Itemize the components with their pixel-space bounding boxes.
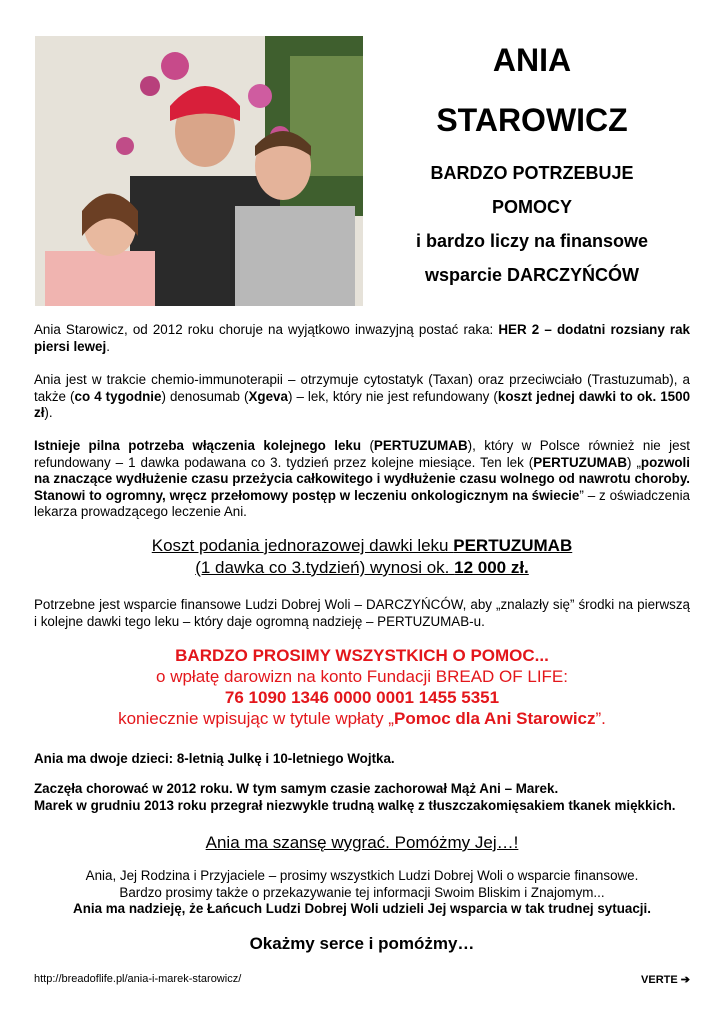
bank-account-number: 76 1090 1346 0000 0001 1455 5351 xyxy=(224,688,500,707)
closing-block xyxy=(34,868,690,918)
family-photo xyxy=(35,36,363,306)
title-block xyxy=(372,36,692,286)
appeal-line-2: o wpłatę darowizn na konto Fundacji BREAD OF LIFE: xyxy=(156,667,568,686)
paragraph-children: Ania ma dwoje dzieci: 8-letnią Julkę i 10-letniego Wojtka. xyxy=(34,751,395,766)
paragraph-support: Potrzebne jest wsparcie finansowe Ludzi Dobrej Woli – DARCZYŃCÓW, aby „znalazły się” środki na pierwszą i kolejne dawki tego leku – który daje ogromną nadzieję – PERTUZUMAB-u. xyxy=(34,597,690,629)
paragraph-treatment: Ania jest w trakcie chemio-immunoterapii – otrzymuje cytostatyk (Taxan) oraz przeciwciało (Trastuzumab), a także (co 4 tygodnie) denosumab (Xgeva) – lek, który nie jest refundowany (koszt jednej dawki to ok. 1500 zł). xyxy=(34,372,691,420)
footer xyxy=(34,973,690,985)
closing-line-2: Bardzo prosimy także o przekazywanie tej informacji Swoim Bliskim i Znajomym... xyxy=(119,884,605,900)
subtitle-line-3: i bardzo liczy na finansowe xyxy=(415,231,649,251)
donation-appeal xyxy=(34,645,690,729)
page-title-surname: STAROWICZ xyxy=(436,102,628,138)
cost-statement: Koszt podania jednorazowej dawki leku PERTUZUMAB (1 dawka co 3.tydzień) wynosi ok. 12 000 zł. xyxy=(151,536,573,577)
closing-line-1: Ania, Jej Rodzina i Przyjaciele – prosimy wszystkich Ludzi Dobrej Woli o wsparcie finansowe. xyxy=(85,868,639,883)
verte-label: VERTE ➔ xyxy=(641,974,690,986)
appeal-line-4: koniecznie wpisując w tytule wpłaty „Pomoc dla Ani Starowicz”. xyxy=(118,709,606,728)
paragraph-husband: Zaczęła chorować w 2012 roku. W tym samym czasie zachorował Mąż Ani – Marek. Marek w grudniu 2013 roku przegrał niezwykle trudną walkę z tłuszczakomięsakiem tkanek miękkich. xyxy=(34,781,676,813)
subtitle-line-2: POMOCY xyxy=(491,197,572,217)
closing-line-3: Ania ma nadzieję, że Łańcuch Ludzi Dobrej Woli udzieli Jej wsparcia w tak trudnej sytuacji. xyxy=(73,901,651,916)
chance-statement: Ania ma szansę wygrać. Pomóżmy Jej…! xyxy=(205,833,519,852)
paragraph-diagnosis: Ania Starowicz, od 2012 roku choruje na wyjątkowo inwazyjną postać raka: HER 2 – dodatni rozsiany rak piersi lewej. xyxy=(34,322,691,354)
page-title-name: ANIA xyxy=(492,42,572,78)
paragraph-pertuzumab: Istnieje pilna potrzeba włączenia kolejnego leku (PERTUZUMAB), który w Polsce również nie jest refundowany – 1 dawka podawana co 3. tydzień przez kolejne miesiące. Ten lek (PERTUZUMAB) „pozwoli na znaczące wydłużenie czasu przeżycia całkowitego i wydłużenie czasu wolnego od nawrotu choroby. Stanowi to ogromny, wręcz przełomowy postęp w leczeniu onkologicznym na świecie” – z oświadczenia lekarza prowadzącego leczenie Ani. xyxy=(34,438,691,519)
footer-url-link[interactable]: http://breadoflife.pl/ania-i-marek-starowicz/ xyxy=(34,973,242,985)
subtitle-line-1: BARDZO POTRZEBUJE xyxy=(430,163,634,183)
appeal-line-1: BARDZO PROSIMY WSZYSTKICH O POMOC... xyxy=(175,646,549,665)
subtitle-line-4: wsparcie DARCZYŃCÓW xyxy=(424,265,640,285)
heart-slogan: Okażmy serce i pomóżmy… xyxy=(249,934,475,953)
